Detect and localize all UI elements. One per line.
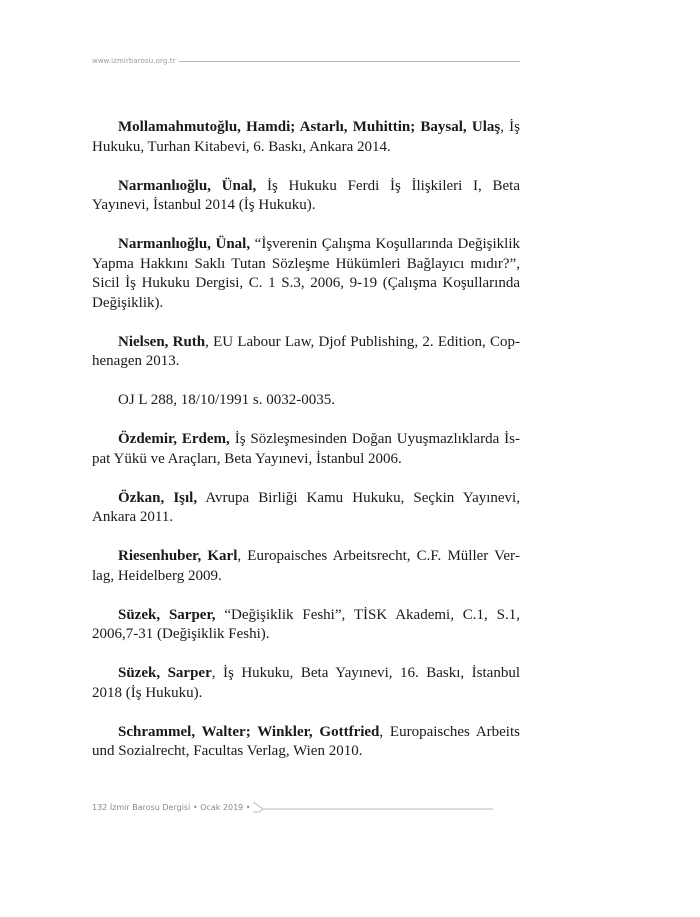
entry-text: İş Sözleşmesinden Doğan Uyuşmazlıklarda İspat Yükü ve Araçları, Beta Yayınevi, İstanbul 2006. [92, 431, 520, 467]
bibliography-entry [92, 723, 520, 762]
entry-author: Süzek, Sarper, [118, 606, 216, 623]
page-header [92, 55, 520, 67]
bibliography-entry [92, 391, 520, 411]
bibliography-entry [92, 430, 520, 469]
bibliography [92, 118, 520, 781]
entry-author: Schrammel, Walter; Winkler, Gottfried [118, 723, 380, 740]
entry-author: Riesenhuber, Karl [118, 548, 238, 564]
bibliography-entry [92, 235, 520, 313]
bibliography-entry [92, 606, 520, 645]
footer-rule [253, 800, 520, 814]
header-rule [179, 61, 520, 62]
entry-author: Nielsen, Ruth [118, 333, 206, 350]
header-url: www.izmirbarosu.org.tr [92, 57, 176, 65]
entry-text: , İş Hukuku, Beta Yayınevi, 16. Baskı, İstanbul 2018 (İş Hukuku). [92, 665, 521, 701]
entry-author: Narmanlıoğlu, Ünal, [118, 236, 251, 252]
bibliography-entry [92, 489, 520, 528]
bibliography-entry [92, 177, 520, 216]
bibliography-entry [92, 664, 520, 703]
page-footer [92, 800, 520, 814]
bibliography-entry [92, 547, 520, 586]
entry-text: , İş Hukuku, Turhan Kitabevi, 6. Baskı, Ankara 2014. [92, 119, 520, 155]
entry-text: İş Hukuku Ferdi İş İlişkileri I, Beta Yayınevi, İstanbul 2014 (İş Hukuku). [92, 177, 521, 213]
bibliography-entry [92, 118, 520, 157]
entry-text: , Europaisches Arbeits und Sozialrecht, Facultas Verlag, Wien 2010. [92, 723, 520, 759]
entry-text: , EU Labour Law, Djof Publishing, 2. Edition, Cophenagen 2013. [92, 333, 520, 369]
entry-author: Mollamahmutoğlu, Hamdi; Astarlı, Muhittin; Baysal, Ulaş [118, 119, 501, 135]
entry-author: Narmanlıoğlu, Ünal, [118, 177, 257, 194]
entry-text: Avrupa Birliği Kamu Hukuku, Seçkin Yayınevi, Ankara 2011. [92, 489, 520, 525]
entry-text: OJ L 288, 18/10/1991 s. 0032-0035. [118, 392, 335, 408]
footer-rule-shape [253, 800, 493, 814]
bibliography-entry [92, 333, 520, 372]
entry-text: , Europaisches Arbeitsrecht, C.F. Müller Verlag, Heidelberg 2009. [92, 548, 520, 584]
entry-author: Süzek, Sarper [118, 665, 212, 681]
entry-text: “İşverenin Çalışma Koşullarında Değişiklik Yapma Hakkını Saklı Tutan Sözleşme Hükümleri Bağlayıcı mıdır?”, Sicil İş Hukuku Dergisi, C. 1 S.3, 2006, 9-19 (Çalışma Koşullarında Değişiklik). [92, 236, 521, 311]
entry-text: “Değişiklik Feshi”, TİSK Akademi, C.1, S.1, 2006,7-31 (Değişiklik Feshi). [92, 606, 520, 642]
entry-author: Özkan, Işıl, [118, 489, 198, 506]
entry-author: Özdemir, Erdem, [118, 431, 230, 447]
footer-text: 132 İzmir Barosu Dergisi • Ocak 2019 • [92, 802, 251, 812]
